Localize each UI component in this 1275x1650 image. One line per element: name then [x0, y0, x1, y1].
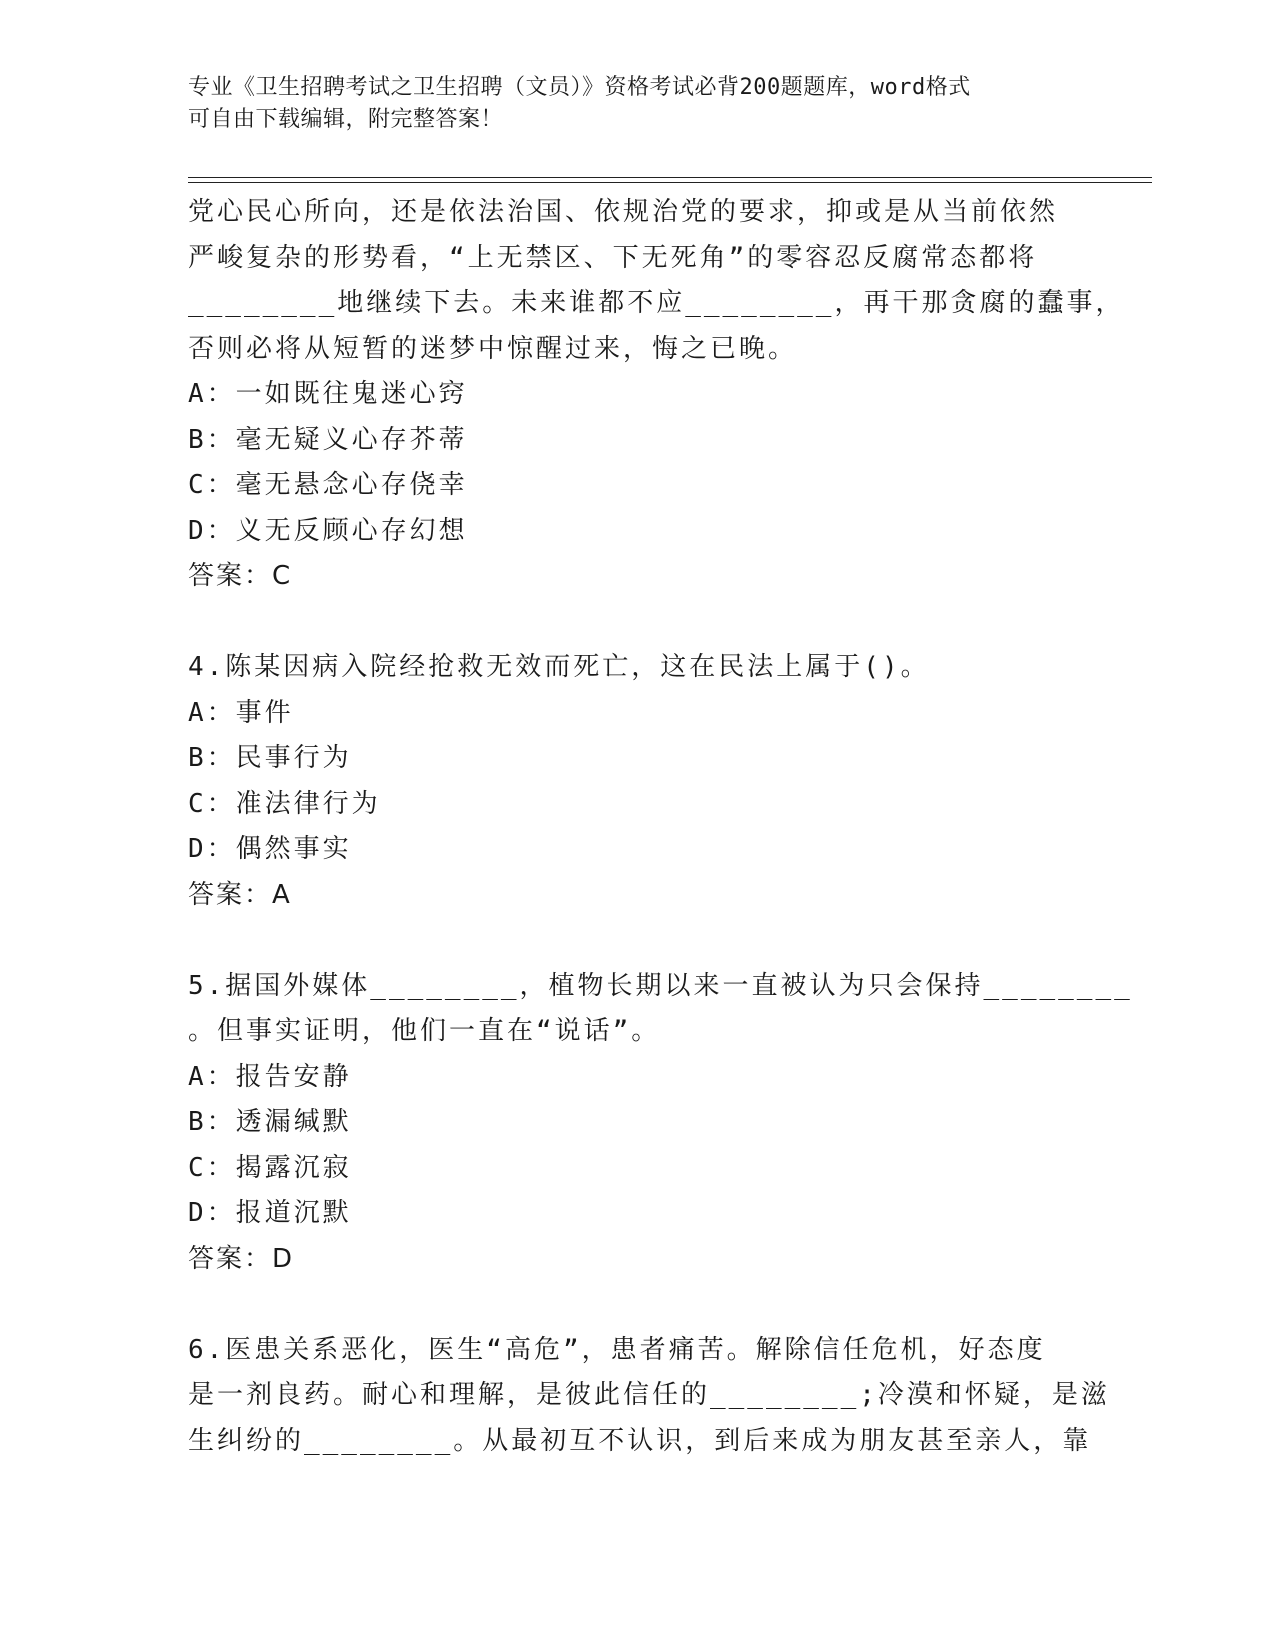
question-stem-line: 否则必将从短暂的迷梦中惊醒过来，悔之已晚。: [188, 333, 798, 364]
question-stem-line: 4.陈某因病入院经抢救无效而死亡，这在民法上属于()。: [188, 652, 930, 682]
question-stem-line: 严峻复杂的形势看，“上无禁区、下无死角”的零容忍反腐常态都将: [188, 242, 1038, 273]
question-stem-line: 是一剂良药。耐心和理解，是彼此信任的________;冷漠和怀疑，是滋: [188, 1380, 1110, 1410]
question-spacer: [188, 918, 1088, 964]
question-stem-line: 。但事实证明，他们一直在“说话”。: [188, 1016, 661, 1046]
option-c: C：毫无悬念心存侥幸: [188, 470, 468, 500]
question-spacer: [188, 600, 1088, 646]
question-5: [188, 964, 1133, 1283]
option-c: C：准法律行为: [188, 788, 381, 819]
option-a: A：报告安静: [188, 1061, 352, 1092]
question-4: [188, 645, 1088, 918]
question-list: [188, 190, 1133, 1464]
header-divider-bottom: [188, 182, 1152, 183]
question-stem-line: 党心民心所向，还是依法治国、依规治党的要求，抑或是从当前依然: [188, 197, 1059, 227]
answer-label: 答案：C: [188, 561, 293, 591]
option-a: A：事件: [188, 697, 294, 728]
option-a: A：一如既往鬼迷心窍: [188, 379, 468, 409]
option-d: D：义无反顾心存幻想: [188, 515, 468, 546]
option-b: B：民事行为: [188, 743, 352, 773]
question-stem-line: 生纠纷的________。从最初互不认识，到后来成为朋友甚至亲人，靠: [188, 1425, 1092, 1456]
answer-label: 答案：D: [188, 1243, 295, 1274]
document-header: [188, 72, 1068, 136]
option-d: D：报道沉默: [188, 1198, 352, 1228]
option-d: D：偶然事实: [188, 834, 352, 864]
question-spacer: [188, 1282, 1088, 1328]
question-3: [188, 190, 1125, 600]
question-stem-line: 5.据国外媒体________，植物长期以来一直被认为只会保持________: [188, 970, 1133, 1001]
question-6: [188, 1328, 1110, 1465]
option-b: B：毫无疑义心存芥蒂: [188, 424, 468, 455]
question-stem-line: ________地继续下去。未来谁都不应________，再干那贪腐的蠢事，: [188, 288, 1125, 318]
header-divider-top: [188, 177, 1152, 178]
option-b: B：透漏缄默: [188, 1107, 352, 1137]
question-stem-line: 6.医患关系恶化，医生“高危”，患者痛苦。解除信任危机，好态度: [188, 1334, 1046, 1365]
option-c: C：揭露沉寂: [188, 1152, 352, 1183]
answer-label: 答案：A: [188, 879, 292, 910]
header-title-line-2: 可自由下载编辑，附完整答案！: [188, 107, 504, 132]
header-title-line-1: 专业《卫生招聘考试之卫生招聘（文员）》资格考试必背200题题库，word格式: [188, 75, 971, 100]
